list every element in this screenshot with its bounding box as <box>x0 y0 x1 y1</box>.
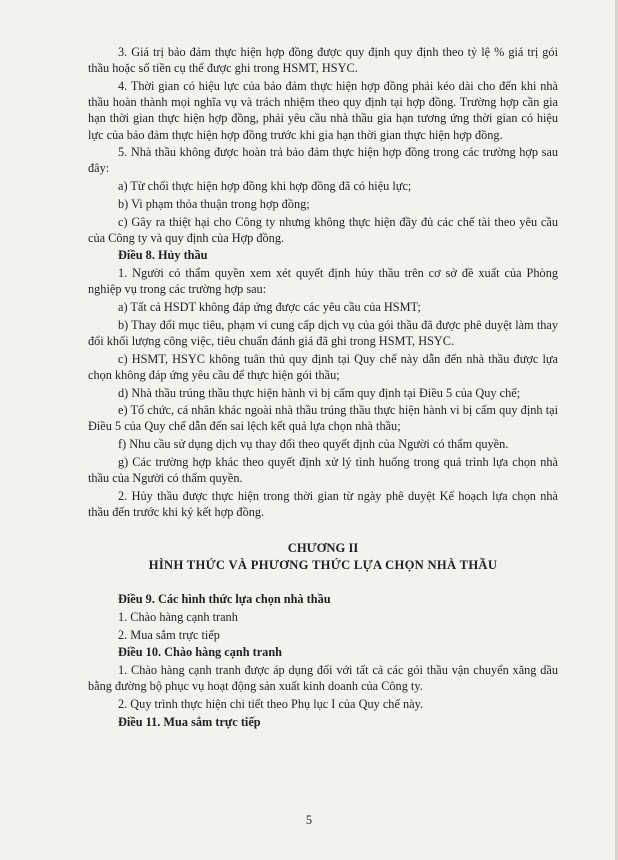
article-9-heading: Điều 9. Các hình thức lựa chọn nhà thầu <box>118 592 331 607</box>
article-8-clause-1: 1. Người có thẩm quyền xem xét quyết định hủy thầu trên cơ sở đề xuất của Phòng nghiệp vụ trong các trường hợp sau: <box>88 266 558 297</box>
article-8-heading: Điều 8. Hủy thầu <box>118 248 208 263</box>
article-10-heading: Điều 10. Chào hàng cạnh tranh <box>118 645 282 660</box>
chapter-title: HÌNH THỨC VÀ PHƯƠNG THỨC LỰA CHỌN NHÀ THẦU <box>148 558 498 573</box>
article-8-item-f: f) Nhu cầu sử dụng dịch vụ thay đổi theo quyết định của Người có thẩm quyền. <box>118 437 509 452</box>
article-8-clause-2: 2. Hủy thầu được thực hiện trong thời gian từ ngày phê duyệt Kế hoạch lựa chọn nhà thầu đến trước khi ký kết hợp đồng. <box>88 488 558 519</box>
article-8-item-b: b) Thay đổi mục tiêu, phạm vi cung cấp dịch vụ của gói thầu đã được phê duyệt làm thay đổi khối lượng công việc, tiêu chuẩn đánh giá đã ghi trong HSMT, HSYC. <box>88 317 558 348</box>
article-8-item-d: d) Nhà thầu trúng thầu thực hiện hành vi bị cấm quy định tại Điều 5 của Quy chế; <box>118 385 521 400</box>
list-item-b: b) Vi phạm thỏa thuận trong hợp đồng; <box>118 196 310 211</box>
article-10-clause-2: 2. Quy trình thực hiện chi tiết theo Phụ lục I của Quy chế này. <box>118 696 424 711</box>
article-8-item-c: c) HSMT, HSYC không tuân thủ quy định tại Quy chế này dẫn đến nhà thầu được lựa chọn không đáp ứng yêu cầu để thực hiện gói thầu; <box>88 351 558 382</box>
article-11-heading: Điều 11. Mua sắm trực tiếp <box>118 714 261 729</box>
document-body <box>88 44 558 731</box>
article-9-item-1: 1. Chào hàng cạnh tranh <box>118 609 238 624</box>
list-item-a: a) Từ chối thực hiện hợp đồng khi hợp đồng đã có hiệu lực; <box>118 179 412 194</box>
page-number: 5 <box>305 813 313 827</box>
article-10-clause-1: 1. Chào hàng cạnh tranh được áp dụng đối với tất cả các gói thầu vận chuyển xăng dầu bằng đường bộ phục vụ hoạt động sản xuất kinh doanh của Công ty. <box>88 663 558 694</box>
list-item-c: c) Gây ra thiệt hại cho Công ty nhưng không thực hiện đầy đủ các chế tài theo yêu cầu của Công ty và quy định của Hợp đồng. <box>88 214 558 245</box>
paragraph-clause-3: 3. Giá trị bảo đảm thực hiện hợp đồng được quy định quy định theo tỷ lệ % giá trị gói thầu hoặc số tiền cụ thể được ghi trong HSMT, HSYC. <box>88 45 558 76</box>
paragraph-clause-4: 4. Thời gian có hiệu lực của bảo đảm thực hiện hợp đồng phải kéo dài cho đến khi nhà thầu hoàn thành mọi nghĩa vụ và trách nhiệm theo quy định tại hợp đồng. Trường hợp cần gia hạn thời gian thực hiện hợp đồng, phải yêu cầu nhà thầu gia hạn tương ứng thời gian có hiệu lực của bảo đảm thực hiện hợp đồng trước khi gia hạn thời gian thực hiện hợp đồng. <box>88 78 558 142</box>
paragraph-clause-5: 5. Nhà thầu không được hoàn trả bảo đảm thực hiện hợp đồng trong các trường hợp sau đây: <box>88 145 558 176</box>
article-8-item-a: a) Tất cả HSDT không đáp ứng được các yêu cầu của HSMT; <box>118 300 421 315</box>
article-8-item-e: e) Tổ chức, cá nhân khác ngoài nhà thầu trúng thầu thực hiện hành vi bị cấm quy định tại Điều 5 của Quy chế dẫn đến sai lệch kết quả lựa chọn nhà thầu; <box>88 403 558 434</box>
article-9-item-2: 2. Mua sắm trực tiếp <box>118 627 220 642</box>
chapter-number: CHƯƠNG II <box>287 541 359 556</box>
article-8-item-g: g) Các trường hợp khác theo quyết định xử lý tình huống trong quá trình lựa chọn nhà thầu của Người có thẩm quyền. <box>88 454 558 486</box>
